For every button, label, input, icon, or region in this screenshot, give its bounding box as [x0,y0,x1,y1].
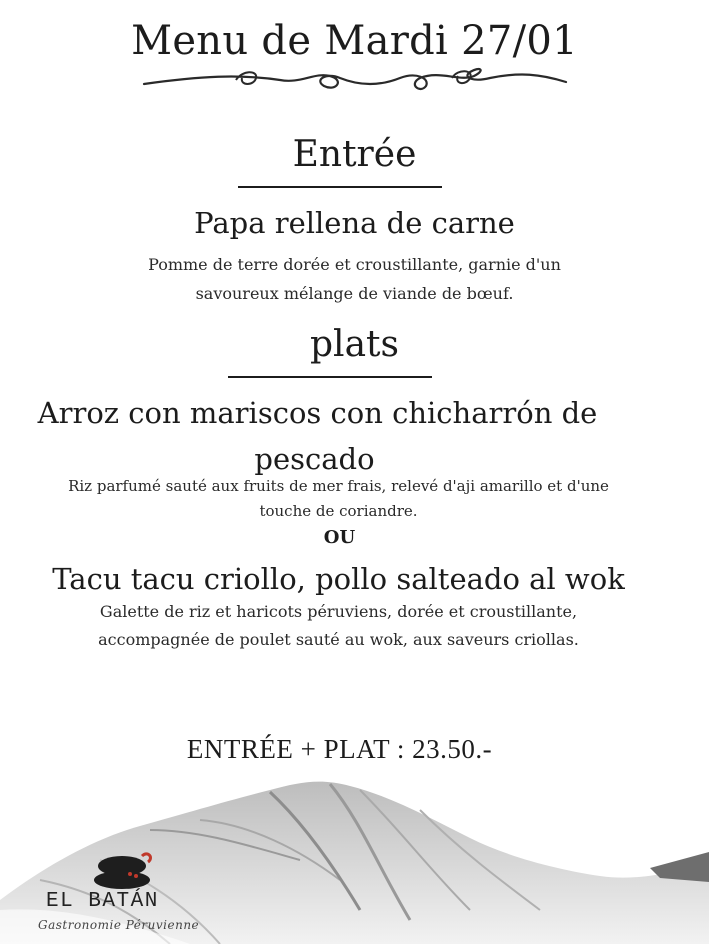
entree-description-line-1: Pomme de terre dorée et croustillante, garnie d'un [148,255,561,274]
brand-tagline: Gastronomie Péruvienne [38,918,200,932]
plat-2-name: Tacu tacu criollo, pollo salteado al wok [52,562,625,596]
brand-name: EL BATÁN [46,890,159,913]
section-rule [228,376,432,378]
plat-1-description-line-2: touche de coriandre. [259,502,418,520]
or-separator: OU [323,527,356,548]
price-line: ENTRÉE + PLAT : 23.50.- [186,734,493,764]
plat-1-description-line-1: Riz parfumé sauté aux fruits de mer frais, relevé d'aji amarillo et d'une [68,477,609,495]
plat-1-name-line-2: pescado [254,442,375,476]
entree-dish-name: Papa rellena de carne [194,206,515,240]
plat-2-description-line-1: Galette de riz et haricots péruviens, dorée et croustillante, [99,602,578,621]
flourish-divider-icon [140,64,570,98]
entree-description-line-2: savoureux mélange de viande de bœuf. [195,284,514,303]
section-rule [238,186,442,188]
menu-title: Menu de Mardi 27/01 [131,18,578,64]
section-heading-entree: Entrée [292,134,417,175]
plat-2-description-line-2: accompagnée de poulet sauté au wok, aux saveurs criollas. [98,630,579,649]
section-heading-plats: plats [310,324,399,365]
plat-1-name-line-1: Arroz con mariscos con chicharrón de [37,396,598,430]
